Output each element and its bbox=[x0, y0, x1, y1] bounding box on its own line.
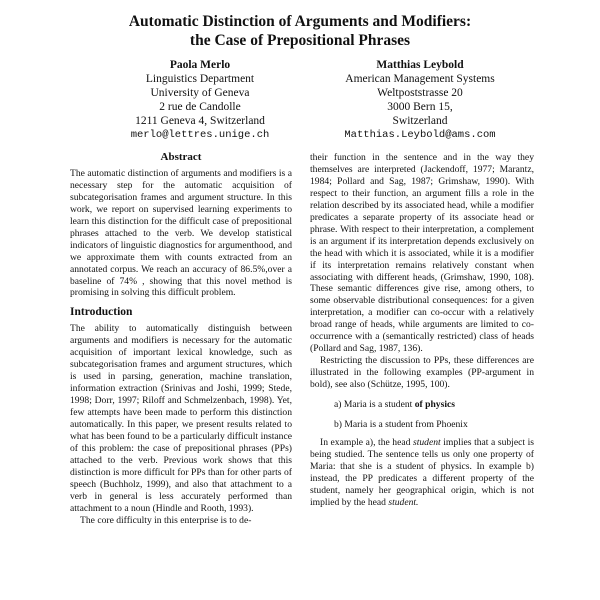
affiliation-line: 3000 Bern 15, bbox=[387, 101, 453, 113]
affiliation-line: 2 rue de Candolle bbox=[159, 101, 241, 113]
right-column bbox=[310, 152, 534, 509]
example-a-bold-pp: of physics bbox=[414, 399, 455, 411]
example-a: a) Maria is a student of physics bbox=[334, 399, 455, 411]
example-b: b) Maria is a student from Phoenix bbox=[334, 419, 468, 431]
affiliation-line: Switzerland bbox=[392, 115, 448, 127]
body-paragraph: In example a), the head student implies that a subject is being studied. The sentence tells us only one property of Maria: that she is a student of physics. In example b) instead, the PP predicates a different property of the student, namely her geographical origin, which is not implied by the head student. bbox=[310, 436, 534, 508]
affiliation-line: American Management Systems bbox=[345, 73, 495, 85]
author-block-1 bbox=[80, 58, 320, 142]
affiliation-line: University of Geneva bbox=[150, 87, 250, 99]
author-name: Matthias Leybold bbox=[376, 59, 464, 71]
body-paragraph: Restricting the discussion to PPs, these differences are illustrated in the following examples (PP-argument in bold), see also (Schütze, 1995, 100). bbox=[310, 355, 534, 391]
author-name: Paola Merlo bbox=[169, 59, 231, 71]
author-block-2 bbox=[300, 58, 540, 142]
abstract-heading: Abstract bbox=[160, 151, 202, 163]
abstract-text: The automatic distinction of arguments and modifiers is a necessary step for the automatic acquisition of subcategorisation frames and argument structure. In this work, we report on supervised learning experiments to learn this distinction for the difficult case of prepositional phrases attached to the verb. We develop statistical indicators of linguistic diagnostics for argumenthood, and we approximate them with counts extracted from an annotated corpus. We reach an accuracy of 86.5%,over a baseline of 74% , showing that this novel method is promising in solving this difficult problem. bbox=[70, 167, 292, 299]
introduction-heading: Introduction bbox=[70, 306, 133, 319]
intro-paragraph: The core difficulty in this enterprise is to de- bbox=[80, 514, 252, 526]
author-email: Matthias.Leybold@ams.com bbox=[344, 129, 496, 141]
left-column bbox=[70, 152, 292, 527]
affiliation-line: Weltpoststrasse 20 bbox=[377, 87, 463, 99]
affiliation-line: Linguistics Department bbox=[145, 73, 255, 85]
author-email: merlo@lettres.unige.ch bbox=[130, 129, 270, 141]
intro-paragraph: The ability to automatically distinguish between arguments and modifiers is necessary for the automatic acquisition of important lexical knowledge, such as subcategorisation frames and argument structures, which is used in parsing, generation, machine translation, information extraction (Srinivas and Joshi, 1999; Stede, 1998; Dorr, 1997; Riloff and Schmelzenbach, 1998). Yet, few attempts have been made to perform this distinction automatically. In this paper, we present results related to what has been found to be a particularly difficult instance of this problem: the case of prepositional phrases (PPs) attached to the verb. Previous work shows that this distinction is more difficult for PPs than for other parts of speech (Buchholz, 1999), and also that attachment to a verb in general is less accurately performed than attachment to a noun (Hindle and Rooth, 1993). bbox=[70, 323, 292, 514]
body-paragraph: their function in the sentence and in the way they themselves are interpreted (Jackendoff, 1977; Marantz, 1984; Pollard and Sag, 1987; Grimshaw, 1990). With respect to their function, an argument fills a role in the relation described by its associated head, while a modifier predicates a separate property of its associate head or phrase. With respect to their interpretation, a complement is an argument if its interpretation depends exclusively on the head with which it is associated, while it is a modifier if its interpretation remains relatively constant when associating with different heads, (Grimshaw, 1990, 108). These semantic differences give rise, among others, to some observable distributional consequences: for a given interpretation, a modifier can co-occur with a relatively broad range of heads, while arguments are limited to co-occurrence with a (semantically restricted) class of heads (Pollard and Sag, 1987, 136). bbox=[310, 152, 534, 355]
paper-title: Automatic Distinction of Arguments and Modifiers: the Case of Prepositional Phrases bbox=[128, 13, 472, 49]
affiliation-line: 1211 Geneva 4, Switzerland bbox=[135, 115, 265, 127]
